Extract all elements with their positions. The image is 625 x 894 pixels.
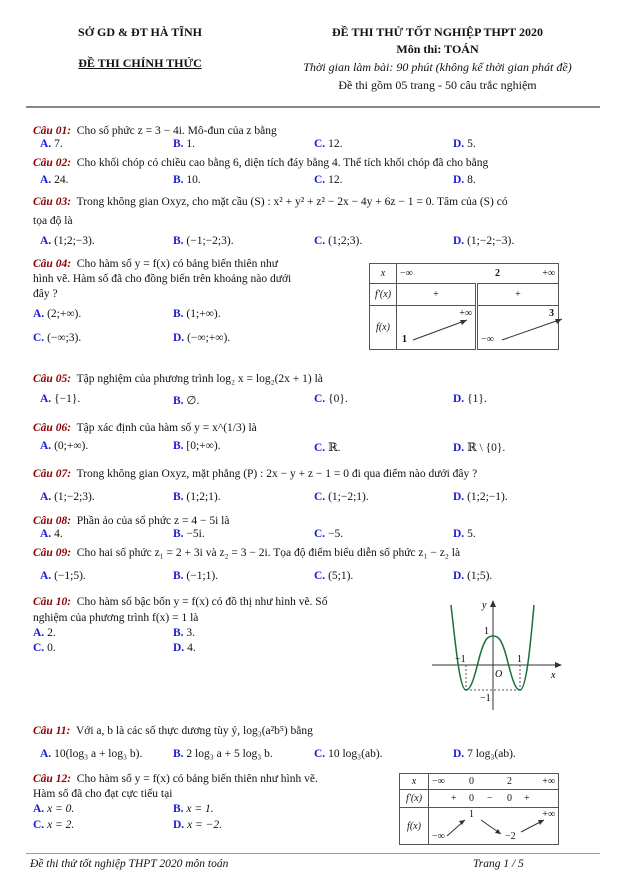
question-text: Cho hàm số bậc bốn y = f(x) có đồ thị như hình vẽ. Số <box>76 596 328 608</box>
option-letter: A. <box>33 803 45 815</box>
option-letter: B. <box>173 395 184 407</box>
option-letter: A. <box>33 627 45 639</box>
option-text: (5;1). <box>328 570 354 582</box>
footer-title: Đề thi thử tốt nghiệp THPT 2020 môn toán <box>30 858 229 870</box>
question-label: Câu 09: <box>33 547 72 559</box>
option-c[interactable] <box>33 642 56 654</box>
question-12 <box>33 772 318 786</box>
question-3 <box>33 195 508 209</box>
option-letter: A. <box>40 440 52 452</box>
variation-arrows <box>429 808 559 844</box>
option-b[interactable] <box>173 491 221 503</box>
question-label: Câu 01: <box>33 125 72 137</box>
footer-divider <box>26 853 600 854</box>
header-divider <box>26 106 600 108</box>
option-d[interactable] <box>453 528 476 540</box>
option-letter: A. <box>40 570 52 582</box>
option-text: (2;+∞). <box>47 308 82 320</box>
question-label: Câu 04: <box>33 258 72 270</box>
question-text: Cho số phức z = 3 − 4i. Mô-đun của z bằng <box>76 125 277 137</box>
option-letter: A. <box>40 138 52 150</box>
option-c[interactable] <box>314 235 362 247</box>
variation-table-q4 <box>369 263 559 350</box>
option-text: {1}. <box>467 393 487 405</box>
option-text: 4. <box>187 642 196 654</box>
option-text: (0;+∞). <box>54 440 89 452</box>
x-value: −∞ <box>432 776 445 787</box>
option-c[interactable] <box>314 174 342 186</box>
option-text: 5. <box>467 528 476 540</box>
question-10 <box>33 595 327 609</box>
x-value: 0 <box>469 776 474 787</box>
f-value: 1 <box>469 809 474 821</box>
f-values-right <box>477 306 559 350</box>
option-text: (1;2;−1). <box>467 491 508 503</box>
option-letter: B. <box>173 528 184 540</box>
option-a[interactable] <box>40 440 88 452</box>
option-text: 12. <box>328 138 343 150</box>
sign: − <box>487 793 493 805</box>
option-text: x = 1. <box>186 803 214 815</box>
option-text: (1;+∞). <box>186 308 221 320</box>
option-letter: B. <box>173 570 184 582</box>
option-letter: A. <box>40 748 52 760</box>
option-a[interactable] <box>40 174 68 186</box>
option-b[interactable] <box>173 748 273 760</box>
option-a[interactable] <box>33 308 81 320</box>
option-text: (1;−2;−3). <box>467 235 515 247</box>
option-text: 24. <box>54 174 69 186</box>
sign: + <box>524 793 530 805</box>
option-letter: C. <box>33 332 45 344</box>
option-a[interactable] <box>40 235 95 247</box>
question-label: Câu 02: <box>33 157 72 169</box>
option-letter: C. <box>314 235 326 247</box>
option-text: −5i. <box>186 528 205 540</box>
option-a[interactable] <box>40 138 63 150</box>
x-value: 2 <box>507 776 512 787</box>
sign: 0 <box>469 793 474 805</box>
option-text: 2. <box>47 627 56 639</box>
exam-subject: Môn thi: TOÁN <box>396 42 479 56</box>
option-letter: D. <box>453 491 465 503</box>
option-a[interactable] <box>40 748 142 760</box>
exam-title: ĐỀ THI THỬ TỐT NGHIỆP THPT 2020 <box>332 25 543 39</box>
sign-row <box>429 790 559 808</box>
x-axis-label: x <box>551 670 556 681</box>
option-a[interactable] <box>40 528 63 540</box>
question-label: Câu 05: <box>33 373 72 385</box>
option-c[interactable] <box>314 570 353 582</box>
option-letter: B. <box>173 491 184 503</box>
option-b[interactable] <box>173 528 205 540</box>
quartic-graph <box>420 590 570 715</box>
option-d[interactable] <box>453 570 492 582</box>
option-letter: D. <box>453 442 465 454</box>
option-a[interactable] <box>40 570 86 582</box>
f-value: 3 <box>549 308 554 319</box>
option-letter: D. <box>173 642 185 654</box>
option-b[interactable] <box>173 803 214 815</box>
option-letter: C. <box>314 442 326 454</box>
option-text: 5. <box>467 138 476 150</box>
option-text: 12. <box>328 174 343 186</box>
option-c[interactable] <box>314 393 348 405</box>
option-d[interactable] <box>453 491 508 503</box>
option-d[interactable] <box>453 174 476 186</box>
question-label: Câu 07: <box>33 468 72 480</box>
option-c[interactable] <box>33 332 81 344</box>
option-b[interactable] <box>173 235 234 247</box>
option-text: (1;2;−3). <box>54 235 95 247</box>
sign: 0 <box>507 793 512 805</box>
sign-cell: + <box>477 284 559 306</box>
option-letter: C. <box>314 528 326 540</box>
option-text: 10(log₃ a + log₃ b). <box>54 748 143 760</box>
option-letter: C. <box>33 642 45 654</box>
question-text: Tập xác định của hàm số y = x^(1/3) là <box>76 422 257 434</box>
option-text: 10 log₃(ab). <box>328 748 383 760</box>
question-text: Phần ảo của số phức z = 4 − 5i là <box>76 515 230 527</box>
option-text: 3. <box>186 627 196 639</box>
option-text: 4. <box>54 528 63 540</box>
option-text: (−∞;3). <box>47 332 82 344</box>
option-letter: C. <box>33 819 45 831</box>
option-text: 8. <box>467 174 476 186</box>
option-letter: C. <box>314 748 326 760</box>
question-text: Tập nghiệm của phương trình log₂ x = log₂(2x + 1) là <box>76 373 323 385</box>
f-values-left <box>397 306 477 350</box>
option-letter: B. <box>173 440 184 452</box>
option-d[interactable] <box>453 748 516 760</box>
question-text: Cho khối chóp có chiều cao bằng 6, diện tích đáy bằng 4. Thể tích khối chóp đã cho bằng <box>76 157 489 169</box>
option-text: 7 log₃(ab). <box>467 748 516 760</box>
option-letter: C. <box>314 491 326 503</box>
option-d[interactable] <box>453 235 514 247</box>
f-value: −∞ <box>432 831 445 842</box>
option-letter: B. <box>173 174 184 186</box>
option-letter: C. <box>314 570 326 582</box>
option-letter: A. <box>40 491 52 503</box>
option-text: 7. <box>54 138 63 150</box>
question-text: Cho hai số phức z₁ = 2 + 3i và z₂ = 3 − 2i. Tọa độ điểm biểu diễn số phức z₁ − z₂ là <box>76 547 461 559</box>
option-letter: D. <box>453 393 465 405</box>
increasing-arrow <box>500 314 566 344</box>
question-6 <box>33 421 257 435</box>
x-values-row <box>429 774 559 790</box>
option-letter: A. <box>40 393 52 405</box>
f-values-row <box>429 808 559 845</box>
option-text: (1;−2;1). <box>328 491 369 503</box>
option-d[interactable] <box>453 440 505 454</box>
f-value: −2 <box>505 831 516 842</box>
option-text: (−∞;+∞). <box>187 332 231 344</box>
sign-cell: + <box>397 284 477 306</box>
option-a[interactable] <box>33 803 74 815</box>
option-text: (1;2;3). <box>328 235 363 247</box>
row-label-x: x <box>400 774 429 790</box>
question-label: Câu 10: <box>33 596 72 608</box>
official-label: ĐỀ THI CHÍNH THỨC <box>78 56 202 70</box>
option-text: 0. <box>47 642 56 654</box>
option-text: 1. <box>186 138 196 150</box>
x-values-row <box>397 264 559 284</box>
option-text: (−1;5). <box>54 570 86 582</box>
question-10-cont: nghiệm của phương trình f(x) = 1 là <box>33 612 199 624</box>
option-b[interactable] <box>173 138 195 150</box>
row-label-f: f(x) <box>370 306 397 350</box>
question-8 <box>33 514 229 528</box>
y-axis-label: y <box>482 600 487 611</box>
question-5 <box>33 372 323 386</box>
option-text: {0}. <box>328 393 348 405</box>
option-letter: B. <box>173 138 184 150</box>
option-text: (1;−2;3). <box>54 491 95 503</box>
exam-time: Thời gian làm bài: 90 phút (không kể thời gian phát đề) <box>303 60 572 74</box>
question-text: Với a, b là các số thực dương tùy ý, log₃(a²b⁵) bằng <box>75 725 313 737</box>
option-text: x = 0. <box>47 803 75 815</box>
option-text: ℝ. <box>328 442 341 454</box>
origin-label: O <box>495 669 503 680</box>
option-a[interactable] <box>40 393 80 405</box>
option-a[interactable] <box>33 627 56 639</box>
option-letter: A. <box>40 528 52 540</box>
x-tick-label: −1 <box>455 654 466 665</box>
y-axis-arrow-icon <box>490 600 496 607</box>
row-label-fprime: f′(x) <box>400 790 429 808</box>
question-3-cont: tọa độ là <box>33 215 73 227</box>
option-text: 2 log₃ a + 5 log₃ b. <box>186 748 273 760</box>
option-text: ℝ \ {0}. <box>467 442 506 454</box>
option-letter: D. <box>453 748 465 760</box>
option-text: x = −2. <box>187 819 223 831</box>
increasing-arrow <box>411 314 471 344</box>
question-2 <box>33 156 488 170</box>
question-text: Cho hàm số y = f(x) có bảng biến thiên như hình vẽ. <box>76 773 318 785</box>
option-text: ∅. <box>186 395 200 407</box>
y-tick-label: 1 <box>484 626 489 637</box>
question-label: Câu 08: <box>33 515 72 527</box>
x-value: 2 <box>495 268 500 279</box>
option-text: x = 2. <box>47 819 75 831</box>
option-c[interactable] <box>314 138 342 150</box>
org-name: SỞ GD & ĐT HÀ TĨNH <box>78 25 202 39</box>
f-value: 1 <box>402 334 407 345</box>
x-axis-arrow-icon <box>555 662 562 668</box>
option-letter: A. <box>40 235 52 247</box>
option-letter: D. <box>173 819 185 831</box>
option-letter: B. <box>173 235 184 247</box>
option-text: (−1;1). <box>186 570 219 582</box>
row-label-fprime: f′(x) <box>370 284 397 306</box>
x-tick-label: 1 <box>517 654 522 665</box>
question-4 <box>33 257 278 271</box>
option-b[interactable] <box>173 627 195 639</box>
option-b[interactable] <box>173 570 218 582</box>
question-text: Cho hàm số y = f(x) có bảng biến thiên như <box>76 258 278 270</box>
question-7 <box>33 467 477 481</box>
option-b[interactable] <box>173 440 221 452</box>
option-letter: D. <box>173 332 185 344</box>
x-value: −∞ <box>400 268 413 279</box>
row-label-f: f(x) <box>400 808 429 845</box>
f-value: +∞ <box>459 308 472 319</box>
option-d[interactable] <box>173 819 222 831</box>
option-c[interactable] <box>314 440 341 454</box>
option-letter: B. <box>173 308 184 320</box>
exam-info: Đề thi gồm 05 trang - 50 câu trắc nghiệm <box>338 78 537 92</box>
option-d[interactable] <box>173 332 230 344</box>
x-value: +∞ <box>542 268 555 279</box>
f-value: +∞ <box>542 809 555 821</box>
option-letter: D. <box>453 174 465 186</box>
x-value: +∞ <box>542 776 555 787</box>
question-9 <box>33 546 460 560</box>
option-d[interactable] <box>453 138 476 150</box>
question-11 <box>33 724 313 738</box>
option-b[interactable] <box>173 308 221 320</box>
variation-table-q12 <box>399 773 559 845</box>
option-text: −5. <box>328 528 344 540</box>
option-c[interactable] <box>314 528 343 540</box>
option-d[interactable] <box>173 642 196 654</box>
option-letter: C. <box>314 174 326 186</box>
question-12-cont: Hàm số đã cho đạt cực tiểu tại <box>33 788 173 800</box>
option-letter: C. <box>314 138 326 150</box>
option-letter: D. <box>453 570 465 582</box>
option-text: [0;+∞). <box>186 440 221 452</box>
option-letter: D. <box>453 235 465 247</box>
question-4-cont: hình vẽ. Hàm số đã cho đồng biến trên khoảng nào dưới <box>33 273 292 285</box>
option-b[interactable] <box>173 174 201 186</box>
option-letter: C. <box>314 393 326 405</box>
question-label: Câu 12: <box>33 773 72 785</box>
option-c[interactable] <box>314 748 383 760</box>
question-label: Câu 06: <box>33 422 72 434</box>
option-text: {−1}. <box>54 393 81 405</box>
question-text: Trong không gian Oxyz, mặt phẳng (P) : 2x − y + z − 1 = 0 đi qua điểm nào dưới đây ? <box>76 468 478 480</box>
option-d[interactable] <box>453 393 487 405</box>
option-c[interactable] <box>314 491 369 503</box>
option-letter: B. <box>173 627 184 639</box>
option-letter: A. <box>40 174 52 186</box>
option-letter: D. <box>453 138 465 150</box>
option-letter: A. <box>33 308 45 320</box>
option-text: (1;2;1). <box>186 491 221 503</box>
option-text: (−1;−2;3). <box>186 235 234 247</box>
option-letter: D. <box>453 528 465 540</box>
question-4-cont2: đây ? <box>33 288 58 300</box>
option-text: (1;5). <box>467 570 493 582</box>
option-letter: B. <box>173 803 184 815</box>
question-label: Câu 03: <box>33 196 72 208</box>
question-label: Câu 11: <box>33 725 71 737</box>
question-text: Trong không gian Oxyz, cho mặt cầu (S) : x² + y² + z² − 2x − 4y + 6z − 1 = 0. Tâm của (S) có <box>76 196 508 208</box>
page-number: Trang 1 / 5 <box>473 858 524 870</box>
f-value: −∞ <box>481 334 494 345</box>
sign: + <box>451 793 457 805</box>
row-label-x: x <box>370 264 397 284</box>
option-a[interactable] <box>40 491 95 503</box>
option-c[interactable] <box>33 819 74 831</box>
option-b[interactable] <box>173 393 199 407</box>
y-tick-label: −1 <box>480 693 491 704</box>
option-text: 10. <box>186 174 201 186</box>
question-1 <box>33 124 277 138</box>
option-letter: B. <box>173 748 184 760</box>
